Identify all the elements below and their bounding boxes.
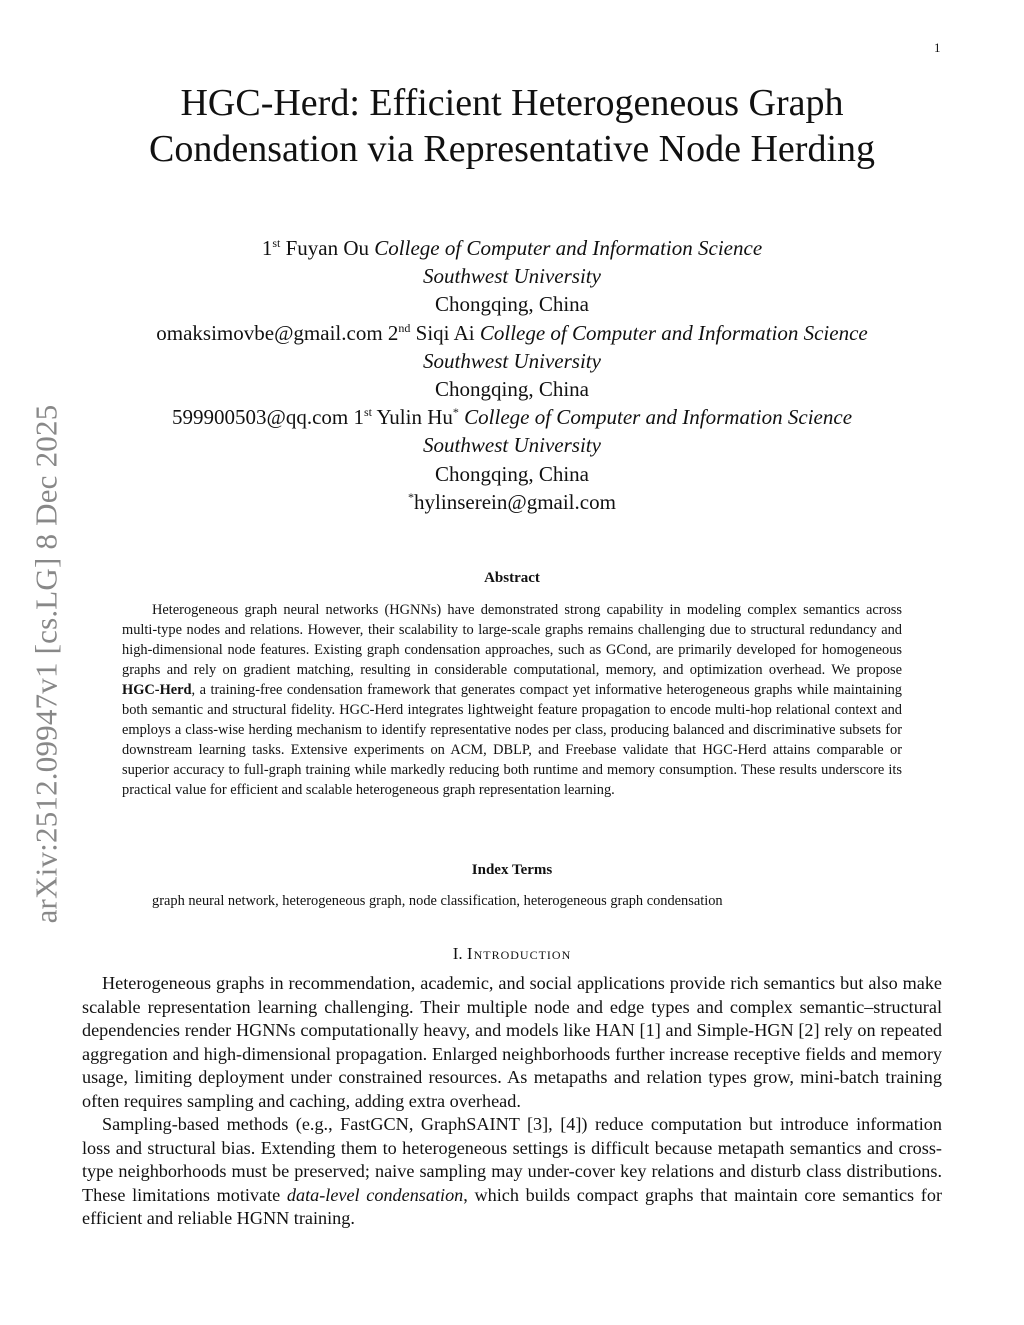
page-number: 1 — [934, 40, 941, 55]
abstract-text — [122, 600, 902, 800]
author-2-name: Siqi Ai — [410, 320, 480, 345]
corresponding-email-mark: * — [408, 489, 415, 504]
author-3-city: Chongqing, China — [434, 461, 589, 486]
author-3-order-suffix: st — [363, 405, 372, 420]
author-2-university-text: Southwest University — [423, 348, 601, 373]
section-heading-introduction — [82, 944, 942, 964]
author-2-city: Chongqing, China — [434, 377, 589, 402]
author-1-name: Fuyan Ou — [280, 236, 375, 260]
author-2-order-suffix: nd — [398, 320, 411, 335]
title-line-2: Condensation via Representative Node Herding — [148, 128, 876, 170]
author-2-email[interactable]: 599900503@qq.com — [171, 405, 349, 430]
paper-title — [60, 80, 964, 172]
arxiv-identifier: arXiv:2512.09947v1 [cs.LG] 8 Dec 2025 — [28, 404, 64, 924]
intro-paragraph-1: Heterogeneous graphs in recommendation, academic, and social applications provide rich semantics but also make scalable representation learning challenging. Their multiple node and edge types and complex semantic–structural dependencies render HGNNs computationally heavy, and models like HAN [1] and Simple-HGN [2] rely on repeated aggregation and high-dimensional propagation. Enlarged neighborhoods further increase receptive fields and memory usage, limiting deployment under constrained resources. As metapaths and relation types grow, mini-batch training often requires sampling and caching, adding extra overhead. — [82, 973, 942, 1111]
section-title: Introduction — [466, 944, 572, 963]
author-1-university — [60, 262, 964, 290]
author-3-name: Yulin Hu — [372, 405, 453, 430]
abstract-heading: Abstract — [484, 570, 540, 586]
author-1-line — [60, 234, 964, 262]
author-3-order: 1 — [348, 405, 364, 430]
author-1-department: College of Computer and Information Science — [374, 236, 763, 260]
intro-paragraph-2-part-1: Sampling-based methods (e.g., FastGCN, GraphSAINT [3], [4]) reduce computation but introduce information loss and structural bias. Extending them to heterogeneous settings is difficult because metapath semantics and cross-type neighborhoods must be preserved; naive sampling may under-cover key relations and disturb class distributions. These limitations motivate — [82, 1114, 942, 1205]
author-3-email-line — [60, 488, 964, 516]
author-3-email[interactable]: hylinserein@gmail.com — [414, 489, 616, 514]
abstract-text-part-2: , a training-free condensation framework that generates compact yet informative heterogeneous graphs while maintaining both semantic and structural fidelity. HGC-Herd integrates lightweight feature propagation to encode multi-hop relational context and employs a class-wise herding mechanism to identify representative nodes per class, producing balanced and discriminative subsets for downstream learning tasks. Extensive experiments on ACM, DBLP, and Freebase validate that HGC-Herd attains comparable or superior accuracy to full-graph training while markedly reducing both runtime and memory consumption. These results underscore its practical value for efficient and scalable heterogeneous graph representation learning. — [122, 682, 902, 798]
emphasized-term: data-level condensation — [286, 1184, 464, 1205]
author-1-order: 1 — [261, 236, 273, 260]
author-2-department: College of Computer and Information Science — [479, 320, 868, 345]
author-1-university-text: Southwest University — [423, 264, 601, 289]
author-3-department: College of Computer and Information Science — [464, 405, 853, 430]
author-1-email[interactable]: omaksimovbe@gmail.com — [156, 320, 383, 345]
author-3-university — [60, 431, 964, 459]
author-3-university-text: Southwest University — [423, 433, 601, 458]
author-2-university — [60, 347, 964, 375]
author-1-order-suffix: st — [272, 236, 281, 250]
method-name: HGC-Herd — [122, 682, 192, 698]
author-3-line — [60, 403, 964, 431]
corresponding-author-mark: * — [452, 405, 459, 420]
abstract-text-part-1: Heterogeneous graph neural networks (HGNNs) have demonstrated strong capability in modeling complex semantics across multi-type nodes and relations. However, their scalability to large-scale graphs remains challenging due to structural redundancy and high-dimensional node features. Existing graph condensation approaches, such as GCond, are primarily developed for homogeneous graphs and rely on gradient matching, resulting in considerable computational, memory, and optimization overhead. We propose — [122, 602, 902, 678]
intro-paragraph-2 — [82, 1113, 942, 1231]
author-1-city: Chongqing, China — [434, 292, 589, 317]
intro-paragraph-2-part-2: , which builds compact graphs that maintain core semantics for efficient and reliable HGNN training. — [82, 1184, 942, 1228]
index-terms-heading: Index Terms — [471, 862, 553, 878]
index-terms-text: graph neural network, heterogeneous graph, node classification, heterogeneous graph condensation — [152, 893, 723, 909]
section-number: I. — [452, 944, 467, 963]
author-block — [60, 234, 964, 516]
author-2-order: 2 — [382, 320, 399, 345]
title-line-1: HGC-Herd: Efficient Heterogeneous Graph — [180, 82, 844, 124]
author-2-line — [60, 319, 964, 347]
introduction-body — [82, 972, 942, 1231]
